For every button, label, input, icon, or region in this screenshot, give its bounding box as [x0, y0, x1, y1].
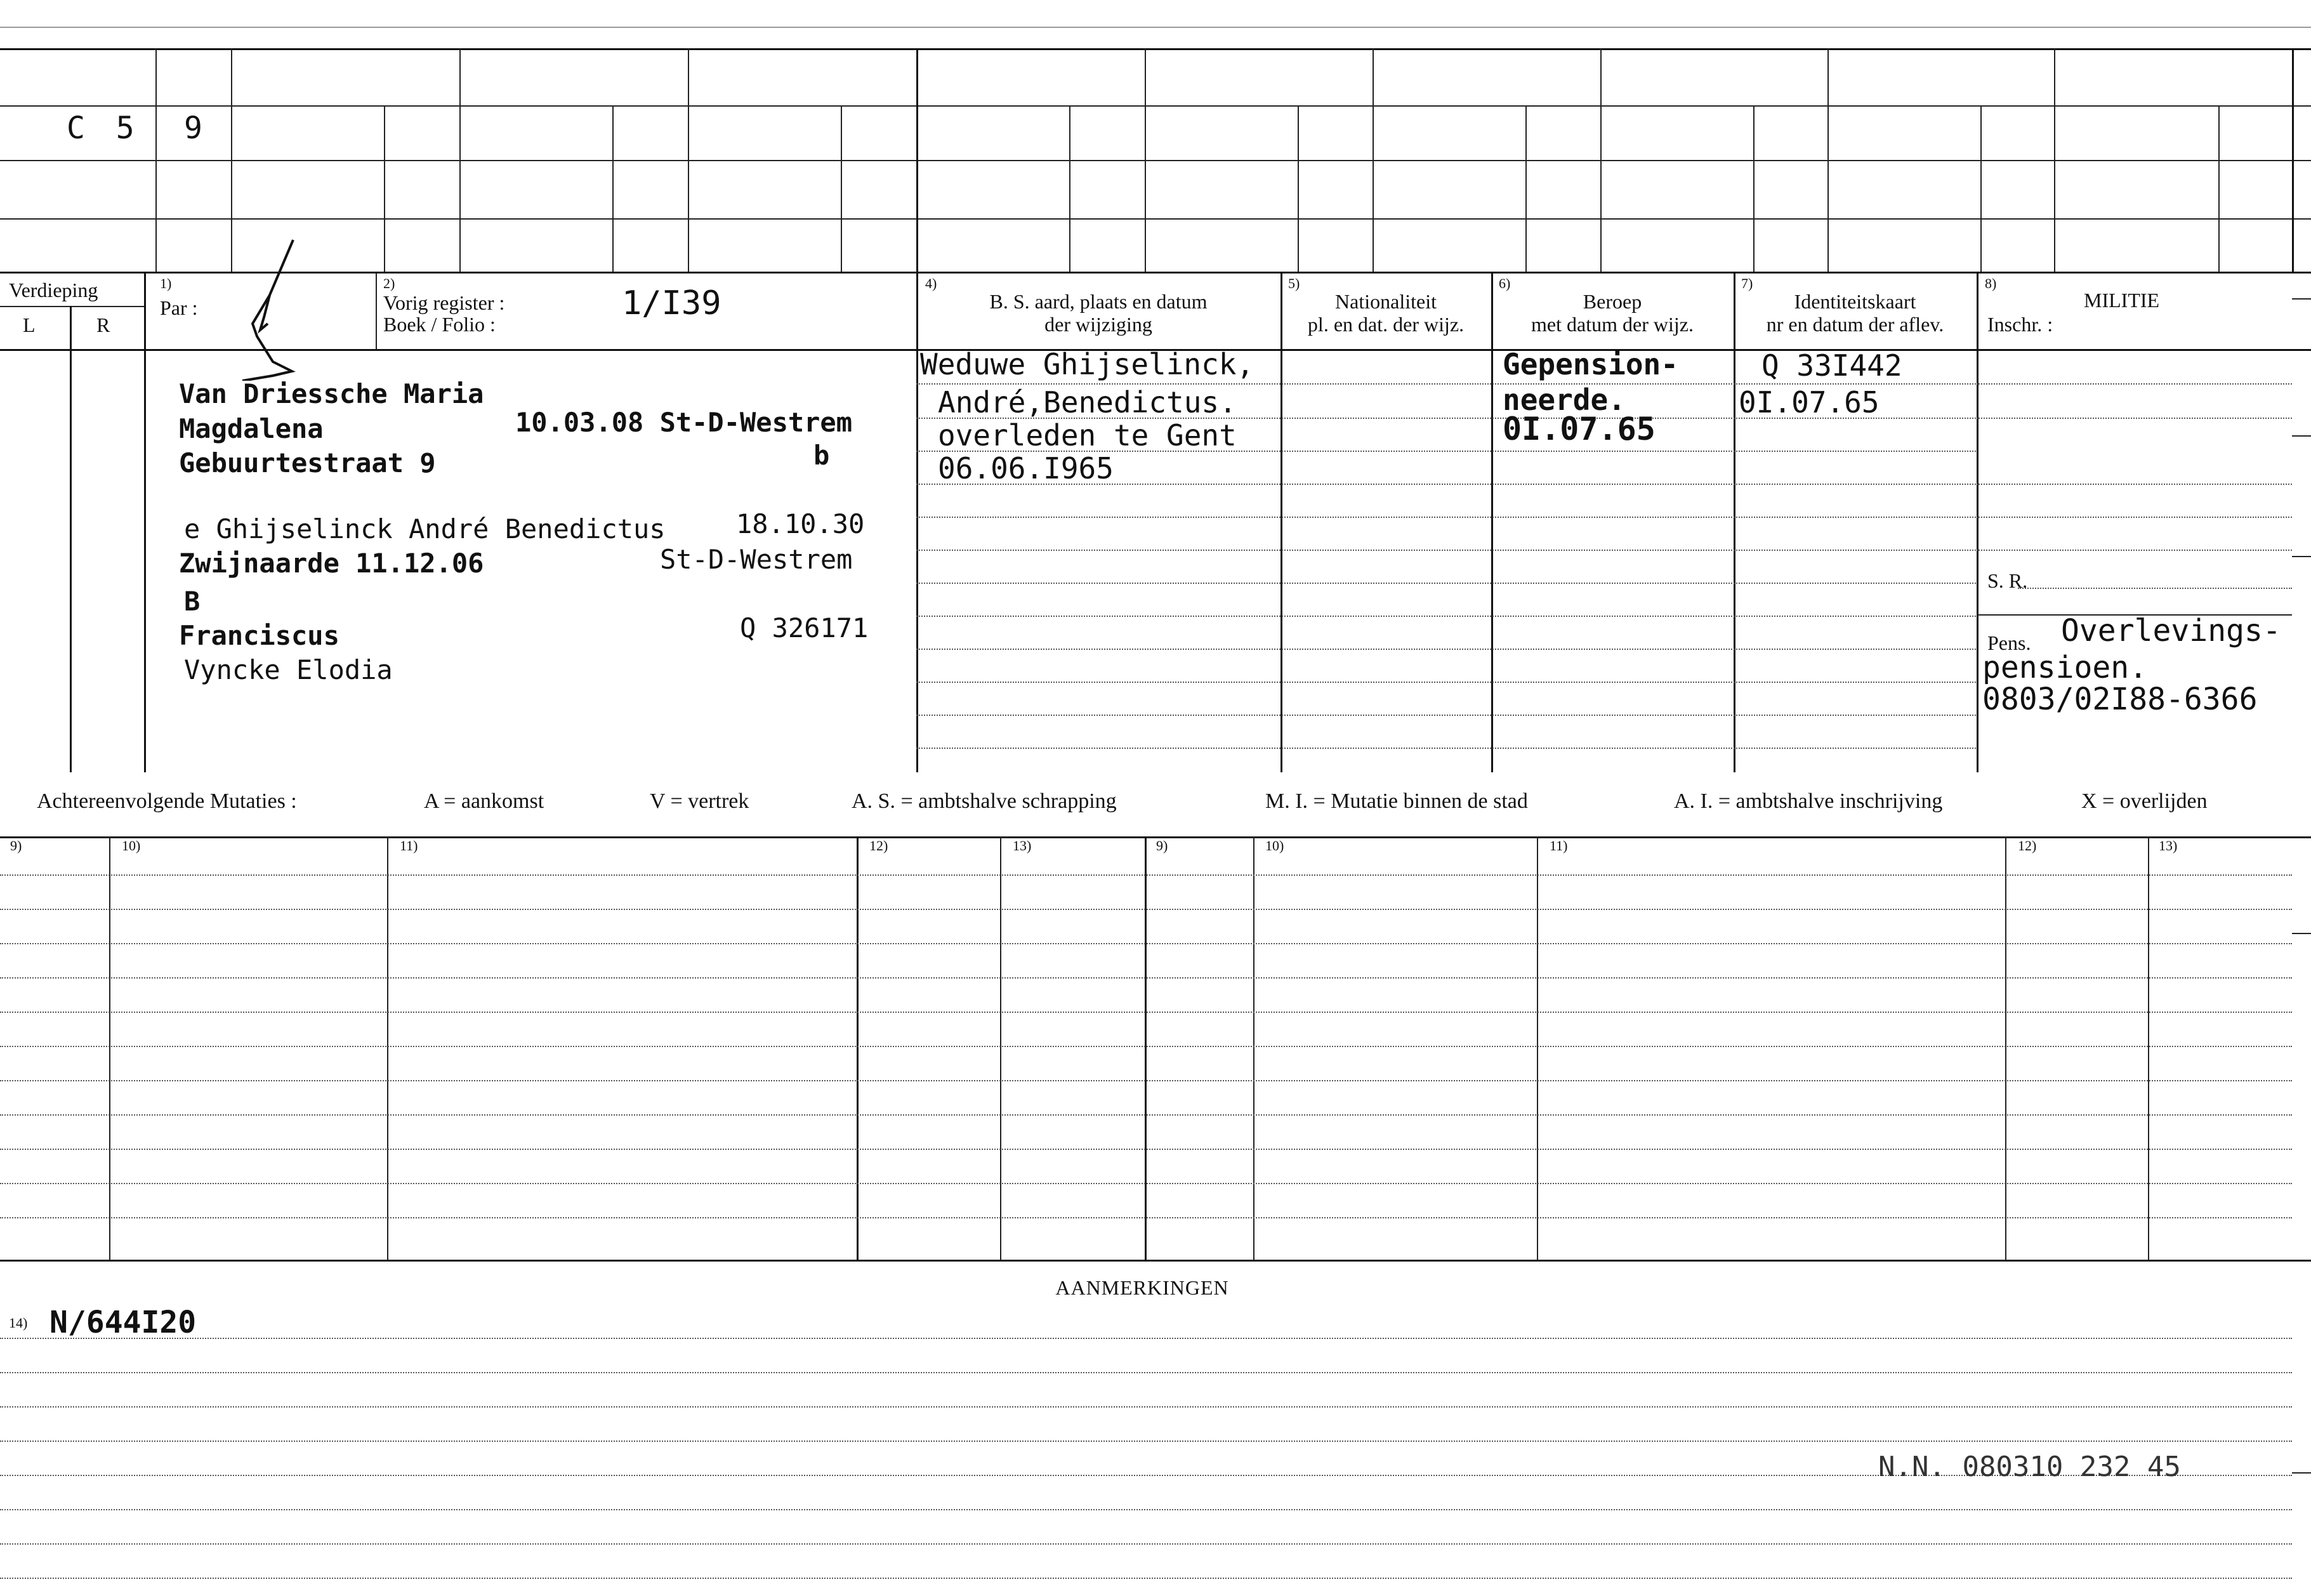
beroep-label-1: Beroep — [1583, 290, 1642, 313]
mut-row-line — [0, 1217, 2292, 1218]
spouse-name: e Ghijselinck André Benedictus — [184, 513, 666, 544]
ruled-line — [916, 748, 1976, 749]
ruled-line — [916, 583, 1976, 584]
top-grid-vline — [1827, 48, 1829, 272]
mut-col-number: 13) — [2159, 838, 2178, 854]
ruled-line — [916, 517, 1976, 518]
top-grid-line — [0, 48, 2311, 50]
top-grid-vline — [612, 105, 614, 272]
aanm-row-line — [0, 1406, 2292, 1408]
top-grid-vline — [1525, 105, 1527, 272]
vorig-register-value: 1/I39 — [622, 284, 721, 322]
field-number: 4) — [925, 275, 937, 291]
militie-ruled-line — [1977, 383, 2292, 385]
aanm-row-line — [0, 1372, 2292, 1373]
top-grid-vline — [1980, 105, 1982, 272]
top-grid-line — [0, 218, 2311, 220]
field-number: 7) — [1741, 275, 1753, 291]
boek-folio-label: Boek / Folio : — [383, 313, 496, 336]
militie-ruled-line — [1977, 550, 2292, 551]
aanm-row-line — [0, 1338, 2292, 1339]
mut-col-number: 13) — [1013, 838, 1032, 854]
top-grid-vline — [384, 105, 385, 272]
mut-col-number: 12) — [2018, 838, 2037, 854]
mut-row-line — [0, 943, 2292, 944]
code-number: 9 — [184, 110, 202, 146]
id-label-2: nr en datum der aflev. — [1766, 313, 1944, 336]
mut-col-number: 10) — [122, 838, 141, 854]
bs-label-2: der wijziging — [1044, 313, 1152, 336]
mut-row-line — [0, 874, 2292, 876]
pens-label: Pens. — [1987, 631, 2031, 654]
mut-col-number: 11) — [1550, 838, 1568, 854]
mut-col-number: 10) — [1265, 838, 1284, 854]
beroep-line3: 0I.07.65 — [1503, 411, 1656, 447]
aanm-row-line — [0, 1578, 2292, 1579]
beroep-label-2: met datum der wijz. — [1531, 313, 1694, 336]
mut-col-number: 9) — [1156, 838, 1168, 854]
sr-label: S. R. — [1987, 569, 2028, 592]
mother-name: Vyncke Elodia — [184, 654, 393, 685]
code-letters: C 5 — [67, 110, 141, 146]
top-grid-line — [0, 160, 2311, 161]
aanm-row-line — [0, 1543, 2292, 1545]
ruled-line — [916, 715, 1976, 716]
militie-line1: Overlevings- — [2061, 613, 2281, 649]
ruled-line — [916, 383, 1976, 385]
mutaties-top-line — [0, 836, 2311, 838]
mut-col-line — [1253, 836, 1254, 1260]
inschr-label: Inschr. : — [1987, 313, 2053, 336]
mut-row-line — [0, 909, 2292, 910]
mut-col-line — [387, 836, 388, 1260]
top-grid-vline — [1373, 48, 1374, 272]
par-label: Par : — [160, 296, 198, 319]
idcard-line2: 0I.07.65 — [1739, 385, 1880, 419]
col-divider-lr — [70, 306, 72, 772]
mut-row-line — [0, 977, 2292, 979]
spouse-place: St-D-Westrem — [660, 544, 853, 575]
militie-ruled-line — [1977, 418, 2292, 419]
margin-tick — [2292, 298, 2311, 300]
militie-label: MILITIE — [2084, 289, 2160, 312]
verdieping-l: L — [23, 313, 36, 336]
id-label-1: Identiteitskaart — [1794, 290, 1916, 313]
bs-line4: 06.06.I965 — [938, 451, 1114, 485]
col-divider-r — [144, 273, 146, 772]
mut-row-line — [0, 1114, 2292, 1116]
ruled-line — [916, 616, 1976, 617]
col-divider-nat — [1281, 273, 1282, 772]
par-signature-mark — [235, 235, 305, 381]
field-number: 5) — [1288, 275, 1300, 291]
militie-line2: pensioen. — [1982, 650, 2148, 685]
legend-v: V = vertrek — [650, 789, 749, 813]
person-name-line2: Magdalena — [179, 413, 324, 444]
legend-a: A = aankomst — [424, 789, 544, 813]
top-grid-vline — [459, 48, 461, 272]
person-birth: 10.03.08 St-D-Westrem — [515, 407, 853, 438]
top-grid-line — [0, 272, 2311, 274]
reference-number: Q 326171 — [740, 612, 869, 643]
ruled-line — [916, 682, 1976, 683]
spouse-birth: Zwijnaarde 11.12.06 — [179, 548, 484, 579]
idcard-line1: Q 33I442 — [1761, 348, 1902, 383]
top-grid-vline — [841, 105, 842, 272]
mut-col-number: 11) — [400, 838, 418, 854]
top-grid-line — [0, 105, 2311, 107]
mut-col-line — [2005, 836, 2006, 1260]
ruled-line — [916, 550, 1976, 551]
top-grid-vline — [688, 48, 689, 272]
field-number: 1) — [160, 275, 172, 291]
bs-line1: Weduwe Ghijselinck, — [920, 347, 1254, 381]
bs-line2: André,Benedictus. — [938, 385, 1237, 419]
ruled-line — [916, 649, 1976, 650]
mut-row-line — [0, 1183, 2292, 1184]
top-grid-vline — [1145, 48, 1146, 272]
verdieping-divider — [0, 306, 144, 307]
mut-row-line — [0, 1012, 2292, 1013]
mut-col-number: 12) — [869, 838, 888, 854]
top-grid-vline — [155, 48, 157, 272]
col-divider-id — [1734, 273, 1735, 772]
verdieping-r: R — [96, 313, 110, 336]
marriage-date: 18.10.30 — [736, 508, 865, 539]
top-grid-vline — [1753, 105, 1755, 272]
mut-row-line — [0, 1149, 2292, 1150]
mut-col-line — [2148, 836, 2149, 1260]
militie-ruled-line — [1977, 484, 2292, 485]
aanmerkingen-value: N/644I20 — [49, 1305, 197, 1340]
mut-col-line — [1537, 836, 1538, 1260]
aanm-row-line — [0, 1441, 2292, 1442]
line-b: B — [184, 586, 201, 617]
mutaties-title: Achtereenvolgende Mutaties : — [37, 789, 297, 813]
mut-col-line — [857, 836, 859, 1260]
col-divider-par — [376, 273, 377, 349]
vorig-register-label: Vorig register : — [383, 291, 505, 314]
mark-b: b — [813, 440, 830, 471]
mut-row-line — [0, 1046, 2292, 1047]
nat-label-1: Nationaliteit — [1335, 290, 1437, 313]
field-number: 14) — [9, 1315, 28, 1331]
field-number: 6) — [1499, 275, 1511, 291]
beroep-line1: Gepension- — [1503, 347, 1678, 381]
aanm-row-line — [0, 1509, 2292, 1510]
col-divider-bs — [916, 273, 918, 772]
top-grid-vline — [2218, 105, 2220, 272]
legend-mi: M. I. = Mutatie binnen de stad — [1265, 789, 1528, 813]
top-grid-vline — [1298, 105, 1299, 272]
person-name-line1: Van Driessche Maria — [179, 378, 484, 409]
mut-col-line — [1145, 836, 1147, 1260]
militie-ruled-line — [2018, 588, 2292, 589]
top-grid-vline — [2292, 48, 2294, 272]
margin-tick — [2292, 435, 2311, 437]
aanmerkingen-title: AANMERKINGEN — [1055, 1276, 1229, 1299]
top-grid-vline — [916, 48, 918, 272]
top-grid-vline — [1600, 48, 1602, 272]
beroep-line2: neerde. — [1503, 383, 1626, 417]
top-grid-vline — [231, 48, 232, 272]
legend-ai: A. I. = ambtshalve inschrijving — [1674, 789, 1943, 813]
bs-label-1: B. S. aard, plaats en datum — [989, 290, 1208, 313]
top-grid-vline — [2054, 48, 2055, 272]
militie-ruled-line — [1977, 517, 2292, 518]
mut-row-line — [0, 1080, 2292, 1081]
col-divider-beroep — [1491, 273, 1493, 772]
mut-col-line — [1000, 836, 1001, 1260]
militie-line3: 0803/02I88-6366 — [1982, 682, 2258, 717]
mut-col-number: 9) — [10, 838, 22, 854]
father-name: Franciscus — [179, 620, 339, 651]
national-number: N.N. 080310 232 45 — [1878, 1451, 2181, 1483]
mut-col-line — [109, 836, 110, 1260]
bs-line3: overleden te Gent — [938, 418, 1237, 452]
verdieping-label: Verdieping — [9, 279, 98, 301]
field-number: 2) — [383, 275, 395, 291]
margin-tick — [2292, 1472, 2311, 1474]
legend-x: X = overlijden — [2081, 789, 2208, 813]
legend-as: A. S. = ambtshalve schrapping — [852, 789, 1117, 813]
field-number: 8) — [1985, 275, 1997, 291]
col-divider-militie — [1977, 273, 1979, 772]
top-edge-line — [0, 27, 2311, 28]
margin-tick — [2292, 556, 2311, 557]
margin-tick — [2292, 933, 2311, 934]
mutaties-bottom-line — [0, 1260, 2311, 1262]
nat-label-2: pl. en dat. der wijz. — [1307, 313, 1465, 336]
person-address: Gebuurtestraat 9 — [179, 447, 436, 478]
top-grid-vline — [1069, 105, 1070, 272]
